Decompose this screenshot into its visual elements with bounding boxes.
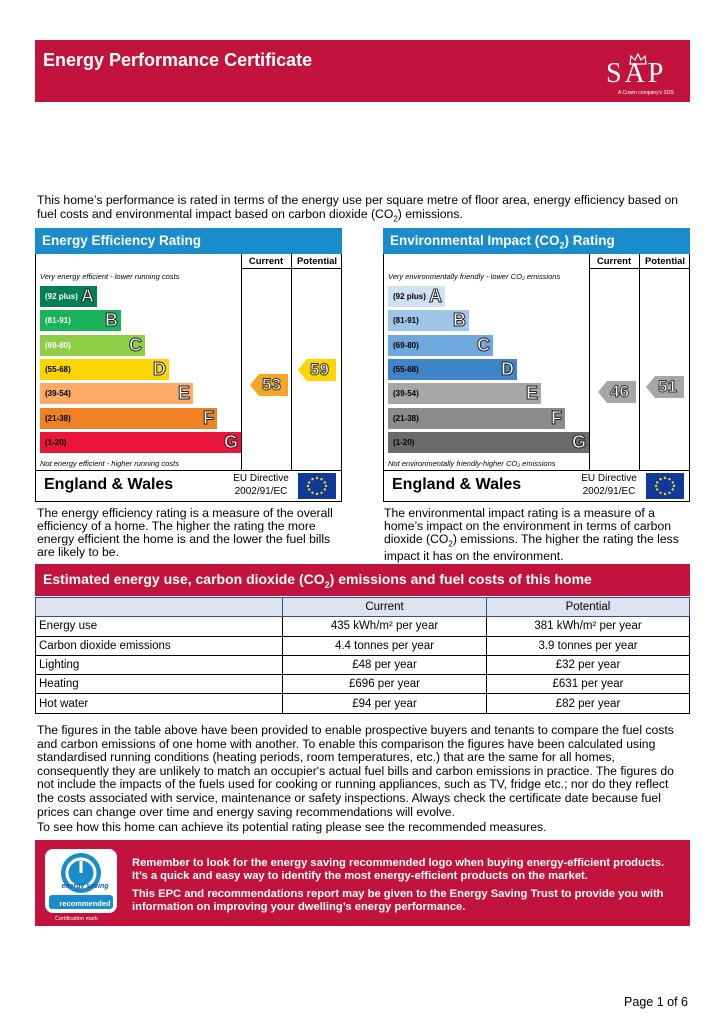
energy-efficiency-title: Energy Efficiency Rating	[35, 228, 342, 254]
potential-rating-value: 59	[310, 359, 329, 379]
potential-value: 3.9 tonnes per year	[487, 636, 690, 655]
eu-flag-icon	[646, 473, 684, 499]
logo-caption: Certification mark	[55, 916, 98, 922]
rating-band-d	[388, 359, 517, 380]
band-letter: F	[551, 407, 562, 428]
energy-efficiency-panel	[35, 228, 342, 502]
figures-explanation: The figures in the table above have been provided to enable prospective buyers and tenants to compare the fuel costs and carbon emissions of one home with another. To enable this comparison the figures have been calculated using standardised running conditions (heating periods, room temperatures, etc.) that are the same for all homes, consequently they are unlikely to match an occupier's actual fuel bills and carbon emissions in practice. The figures do not include the impacts of the fuels used for cooking or running appliances, such as TV, fridge etc.; nor do they reflect the costs associated with service, maintenance or safety inspections. Always check the certificate date because fuel prices can change over time and energy saving recommendations will evolve.	[37, 723, 674, 819]
environment-top-note: Very environmentally friendly - lower CO₂ emissions	[388, 272, 561, 281]
current-value: £48 per year	[283, 655, 487, 674]
band-letter: E	[177, 383, 190, 404]
rating-band-a	[388, 286, 445, 307]
band-letter: C	[477, 334, 490, 355]
efficiency-bottom-note: Not energy efficient - higher running costs	[40, 459, 179, 468]
page-title: Energy Performance Certificate	[43, 50, 313, 70]
band-range: (55-68)	[45, 364, 71, 374]
table-header-row	[36, 598, 690, 617]
header-bar	[35, 40, 690, 102]
footer-paragraph-2: This EPC and recommendations report may be given to the Energy Saving Trust to provide you with information on improving your dwelling’s energy performance.	[132, 888, 664, 913]
efficiency-top-note: Very energy efficient - lower running costs	[40, 272, 180, 281]
band-range: (81-91)	[393, 316, 419, 326]
intro-text: This home’s performance is rated in terms of the energy use per square metre of floor area, energy efficiency based on fuel costs and environmental impact based on carbon dioxide $(CO_2)$ emissions.	[37, 193, 679, 224]
sap-logo	[606, 52, 682, 98]
band-letter: E	[525, 383, 538, 404]
rating-band-g	[388, 432, 589, 453]
rating-band-b	[388, 310, 469, 331]
potential-rating-value: 51	[658, 377, 677, 397]
band-letter: D	[501, 358, 514, 379]
current-value: £94 per year	[283, 694, 487, 713]
environment-description: The environmental impact rating is a measure of a home’s impact on the environment in terms of carbon dioxide $(CO_2)$ emissions. The higher the rating the less impact it has on the environment.	[384, 506, 679, 564]
potential-value: £32 per year	[487, 655, 690, 674]
recommended-measures-note: To see how this home can achieve its potential rating please see the recommended measures.	[37, 820, 547, 834]
potential-column-header: Potential	[644, 256, 686, 267]
band-range: (21-38)	[393, 413, 419, 423]
efficiency-description: The energy efficiency rating is a measure of the overall efficiency of a home. The higher the rating the more energy efficient the home is and the lower the fuel bills are likely to be.	[37, 506, 333, 559]
current-rating-value: 46	[610, 381, 629, 401]
band-range: (39-54)	[393, 389, 419, 399]
current-value: 435 kWh/m² per year	[283, 617, 487, 636]
current-column-header: Current	[596, 256, 632, 267]
logo-line1: energy saving	[61, 883, 109, 890]
potential-rating-arrow	[298, 359, 336, 381]
rating-band-c	[40, 335, 145, 356]
row-label: Carbon dioxide emissions	[36, 636, 283, 655]
current-rating-arrow	[598, 381, 636, 403]
current-rating-value: 53	[262, 375, 281, 395]
row-label: Energy use	[36, 617, 283, 636]
band-range: (39-54)	[45, 389, 71, 399]
environmental-impact-title: Environmental Impact $(CO_2)$ Rating	[383, 228, 690, 254]
rating-band-c	[388, 335, 493, 356]
footer-paragraph-1: Remember to look for the energy saving recommended logo when buying energy-efficient products. It’s a quick and easy way to identify the most energy-efficient products on the market.	[132, 857, 665, 882]
rating-band-b	[40, 310, 121, 331]
rating-band-e	[40, 383, 193, 404]
table-row	[36, 617, 690, 636]
rating-band-e	[388, 383, 541, 404]
row-label: Heating	[36, 675, 283, 694]
sap-logo-text: SAP	[606, 58, 667, 89]
band-letter: D	[153, 358, 166, 379]
potential-header: Potential	[487, 598, 690, 617]
estimated-costs-title: Estimated energy use, carbon dioxide $(CO_2)$ emissions and fuel costs of this home	[35, 564, 690, 596]
band-range: (69-80)	[393, 340, 419, 350]
eu-flag-icon	[298, 473, 336, 499]
environment-bottom-note: Not environmentally friendly-higher CO₂ emissions	[388, 459, 556, 468]
region-label: England & Wales	[392, 476, 522, 493]
energy-saving-footer	[35, 840, 690, 926]
empty-header	[36, 598, 283, 617]
current-header: Current	[283, 598, 487, 617]
band-range: (1-20)	[45, 437, 67, 447]
potential-value: £82 per year	[487, 694, 690, 713]
row-label: Hot water	[36, 694, 283, 713]
band-range: (1-20)	[393, 437, 415, 447]
current-rating-arrow	[250, 374, 288, 396]
band-range: (81-91)	[45, 316, 71, 326]
logo-line2: recommended	[59, 899, 111, 908]
eu-directive: EU Directive 2002/91/EC	[581, 473, 637, 497]
potential-column-header: Potential	[296, 256, 338, 267]
potential-value: £631 per year	[487, 675, 690, 694]
band-range: (55-68)	[393, 364, 419, 374]
rating-band-f	[40, 408, 217, 429]
current-value: 4.4 tonnes per year	[283, 636, 487, 655]
band-letter: G	[223, 431, 238, 452]
potential-rating-arrow	[646, 376, 684, 398]
eu-directive: EU Directive 2002/91/EC	[233, 473, 289, 497]
sap-logo-subtext: A Crown company's SOS	[618, 90, 674, 96]
rating-band-d	[40, 359, 169, 380]
band-letter: B	[453, 310, 466, 331]
costs-table	[35, 597, 690, 714]
environmental-impact-panel	[383, 228, 690, 502]
page-number: Page 1 of 6	[624, 995, 688, 1009]
current-value: £696 per year	[283, 675, 487, 694]
band-letter: B	[105, 310, 118, 331]
band-range: (92 plus)	[45, 292, 78, 301]
rating-band-f	[388, 408, 565, 429]
band-range: (21-38)	[45, 413, 71, 423]
band-letter: A	[429, 286, 442, 306]
band-letter: F	[203, 407, 214, 428]
band-letter: A	[81, 286, 94, 306]
row-label: Lighting	[36, 655, 283, 674]
band-range: (92 plus)	[393, 292, 426, 301]
band-range: (69-80)	[45, 340, 71, 350]
table-row	[36, 675, 690, 694]
potential-value: 381 kWh/m² per year	[487, 617, 690, 636]
band-letter: C	[129, 334, 142, 355]
table-row	[36, 655, 690, 674]
rating-band-g	[40, 432, 241, 453]
table-row	[36, 636, 690, 655]
region-label: England & Wales	[44, 476, 174, 493]
rating-band-a	[40, 286, 97, 307]
band-letter: G	[571, 431, 586, 452]
current-column-header: Current	[248, 256, 284, 267]
table-row	[36, 694, 690, 713]
